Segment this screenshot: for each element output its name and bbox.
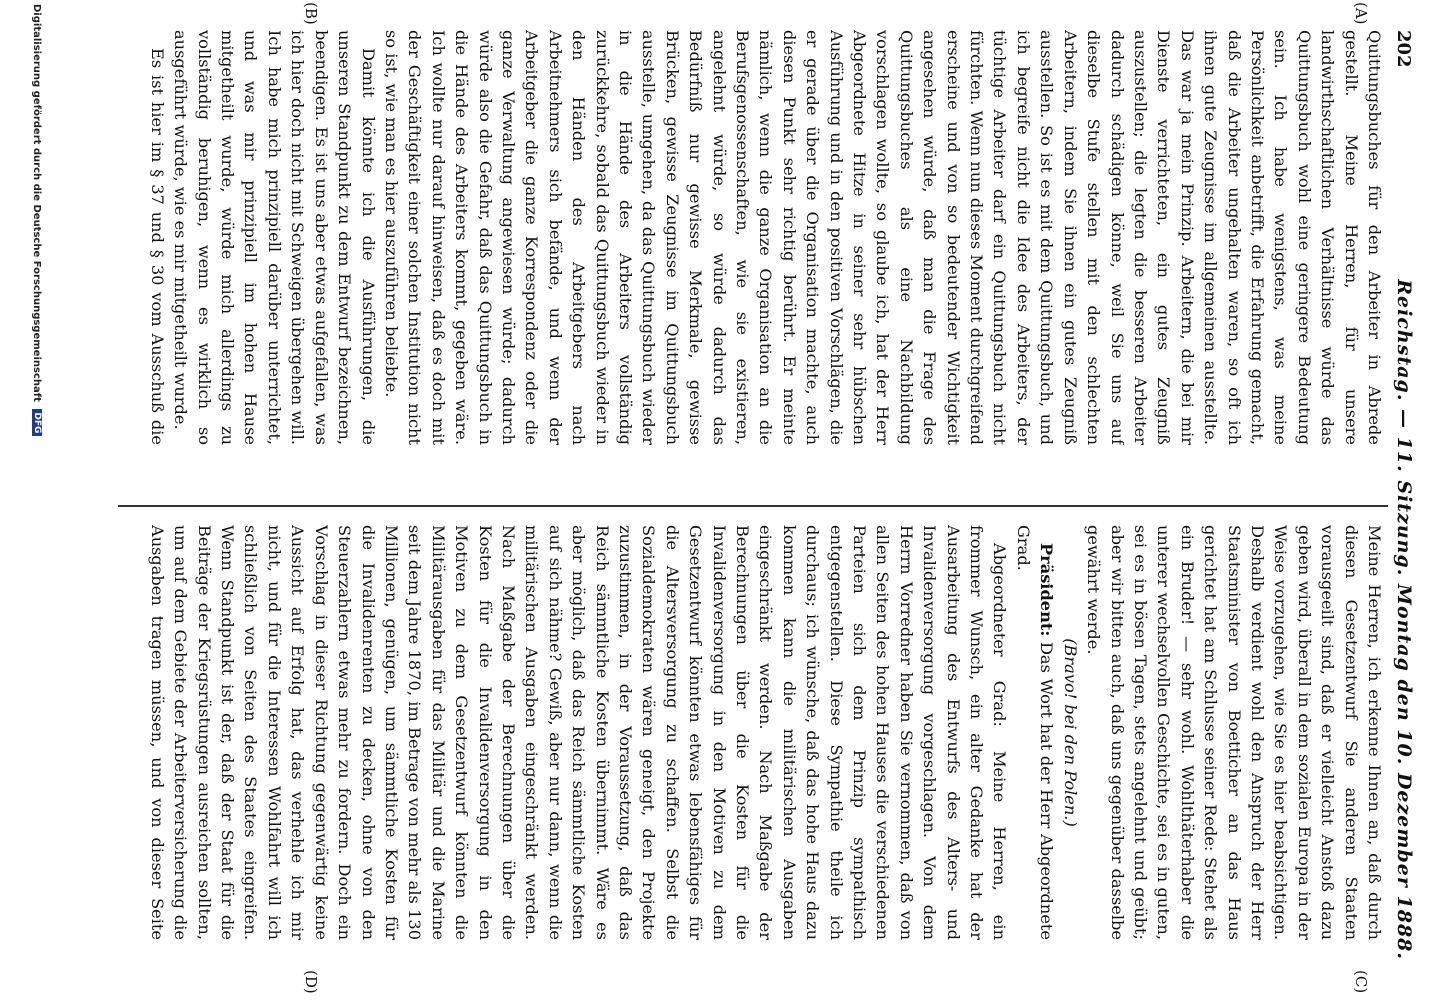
column-divider xyxy=(118,505,1388,507)
right-column xyxy=(146,525,1386,940)
margin-mark-d: (D) xyxy=(302,970,320,994)
scanned-page xyxy=(24,0,1432,1000)
left-column xyxy=(146,30,1386,445)
page-number: 202 xyxy=(1393,30,1415,68)
margin-mark-c: (C) xyxy=(1352,970,1370,994)
speaker-label: Präsident: xyxy=(1037,543,1057,637)
applause-note: (Bravo! bei den Polen.) xyxy=(1060,638,1080,827)
president-text: Das Wort hat der Herr Abgeordnete Grad. xyxy=(1013,525,1057,940)
page-header xyxy=(1384,30,1424,960)
dfg-logo: DFG xyxy=(32,409,42,436)
paragraph: Es ist hier im § 37 und § 30 vom Ausschuß die xyxy=(147,48,167,445)
paragraph: Quittungsbuches für den Arbeiter in Abrede gestellt. Meine Herren, für unsere landwirthschaftlichen Verhältnisse würde das Quittungsbuch wohl eine geringere Bedeutung sein. Ich habe wenigstens, was meine Persönlichkeit anbetrifft, die Erfahrung gemacht, daß die Arbeiter ungehalten waren, so oft ich ihnen gute Zeugnisse im allgemeinen ausstellte. Das war ja mein Prinzip. Arbeitern, die bei mir Dienste verrichteten, ein gutes Zeugniß auszustellen; die legten die besseren Arbeiter dadurch schädigen könne, weil Sie uns auf dieselbe Stufe stellen mit den schlechten Arbeitern, indem Sie ihnen ein gutes Zeugniß ausstellen. So ist es mit dem Quittungsbuch, und ich begreife nicht die Idee des Arbeiters, der tüchtige Arbeiter darf ein Quittungsbuch nicht fürchten. Wenn nun dieses Moment durchgreifend erscheine und von so bedeutender Wichtigkeit angesehen würde, daß man die Frage des Quittungsbuches als eine Nachbildung vorschlagen wollte, so glaube ich, hat der Herr Abgeordnete Hitze in seiner sehr hübschen Ausführung und in den positiven Vorschlägen, die er gerade über die Organisation machte, auch diesen Punkt sehr richtig berührt. Er meinte nämlich, wenn die ganze Organisation an die Berufsgenossenschaften, wie sie existieren, angelehnt würde, so würde dadurch das Bedürfniß nur gewisse Merkmale, gewisse Brücken, gewisse Zeugnisse im Quittungsbuch ausstelle, umgehen, da das Quittungsbuch wieder in die Hände des Arbeiters vollständig zurückkehre, sobald das Quittungsbuch wieder in den Händen des Arbeitgebers nach Arbeitnehmers sich befände, und wenn der Arbeitgeber die ganze Korrespondenz oder die ganze Verwaltung angewiesen würde; dadurch würde also die Gefahr, daß das Quittungsbuch in die Hände des Arbeiters kommt, gegeben wäre. Ich wollte nur darauf hinweisen, daß es doch mit der Geschäftigkeit einer solchen Institution nicht so ist, wie man es hier auszuführen beliebte. xyxy=(381,30,1384,445)
paragraph: Meine Herren, ich erkenne Ihnen an, daß durch diesen Gesetzentwurf Sie anderen Staaten vorausgeeilt sind, daß er vielleicht Anstoß dazu geben wird, überall in dem sozialen Europa in der Weise vorzugehen, wie Sie es hier beabsichtigen. Deshalb verdient wohl den Anspruch der Herr Staatsminister von Boetticher an das Haus gerichtet hat am Schlusse seiner Rede: Stehet als ein Bruder! — sehr wohl. Wohlthäterhaber die unterer wechselvollen Geschichte, sei es in guten, sei es in bösen Tagen, stets angelehnt und geübt; aber wir bitten auch, daß uns gegenüber dasselbe gewährt werde. xyxy=(1084,525,1384,940)
credit-text: Digitalisierung gefördert durch die Deutsche Forschungsgemeinschaft xyxy=(31,4,42,402)
president-line xyxy=(1012,525,1059,940)
paragraph: Damit könnte ich die Ausführungen, die unseren Standpunkt zu dem Entwurf bezeichnen, beendigen. Es ist uns aber etwas aufgefallen, was ich hier doch nicht mit Schweigen übergehen will. Ich habe mich prinzipiell darüber unterrichtet, und was mir prinzipiell im hohen Hause mitgetheilt wurde, würde mich allerdings zu vollständig beruhigen, wenn es wirklich so ausgeführt würde, wie es mir mitgetheilt wurde. xyxy=(171,30,378,445)
margin-mark-a: (A) xyxy=(1352,2,1370,25)
margin-mark-b: (B) xyxy=(302,2,320,25)
page-title: Reichstag. — 11. Sitzung. Montag den 10. Dezember 1888. xyxy=(1393,279,1415,960)
paragraph: Abgeordneter Grad: Meine Herren, ein frommer Wunsch, ein alter Gedanke hat der Ausarbeitung des Entwurfs des Alters- und Invalidenversorgung vorgeschlagen. Von dem Herrn Vorredner haben Sie vernommen, daß von allen Seiten des hohen Hauses die verschiedenen Parteien sich dem Prinzip sympathisch entgegenstellen. Diese Sympathie theile ich durchaus; ich wünsche, daß das hohe Haus dazu kommen kann die militärischen Ausgaben eingeschränkt werden. Nach Maßgabe der Berechnungen über die Kosten für die Invalidenversorgung in den Motiven zu dem Gesetzentwurf könnten etwas lebensfähiges für die Altersversorgung zu schaffen. Selbst die Sozialdemokraten wären geneigt, den Projekte zuzustimmen, in der Voraussetzung, daß das Reich sämmtliche Kosten übernimmt. Wäre es aber möglich, daß das Reich sämmtliche Kosten auf sich nähme? Gewiß, aber nur dann, wenn die militärischen Ausgaben eingeschränkt werden. Nach Maßgabe der Berechnungen über die Kosten für die Invalidenversorgung in den Motiven zu dem Gesetzentwurf könnten die Militärausgaben für das Militär und die Marine seit dem Jahre 1870, im Betrage von mehr als 130 Millionen, genügen, um sämmtliche Kosten für die Invalidenrenten zu decken, ohne von den Steuerzahlern etwas mehr zu fordern. Doch ein Vorschlag in dieser Richtung gegenwärtig keine Aussicht auf Erfolg hat, das verhehle ich mir nicht, und für die Interessen Wohlfahrt will ich schließlich von Seiten des Staates eingreifen. Wenn Standpunkt ist der, daß der Staat für die Beiträge der Kriegsrüstungen ausreichen sollten, um auf dem Gebiete der Arbeiterversicherung die Ausgaben tragen müssen, und von dieser Seite xyxy=(147,525,1010,940)
digitization-credit xyxy=(31,4,42,436)
